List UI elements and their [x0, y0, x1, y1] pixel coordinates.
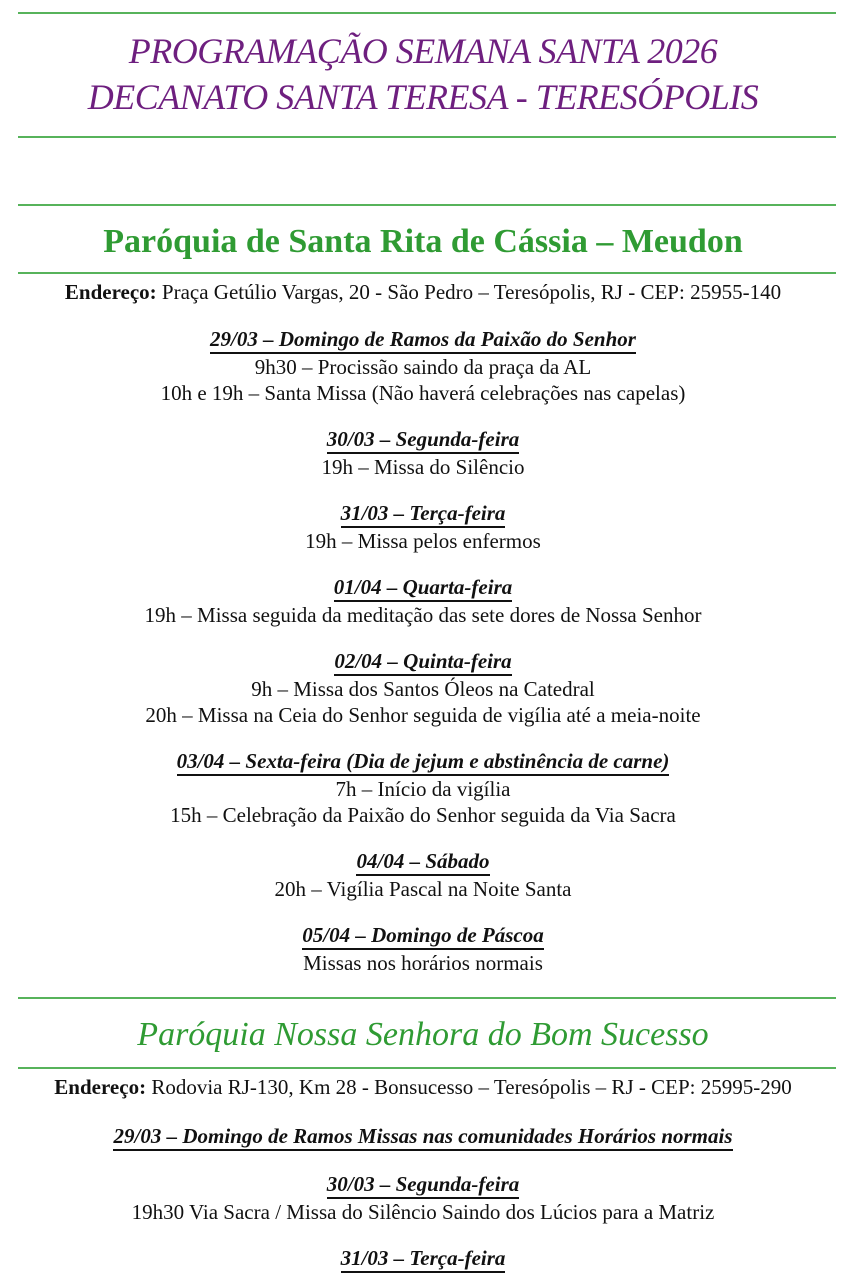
- page-title-line2: DECANATO SANTA TERESA - TERESÓPOLIS: [87, 77, 759, 117]
- event-heading: 02/04 – Quinta-feira: [334, 649, 511, 676]
- section-heading: Paróquia de Santa Rita de Cássia – Meudon: [103, 223, 743, 260]
- event-heading: 31/03 – Terça-feira: [341, 501, 506, 528]
- event-heading: 30/03 – Segunda-feira: [327, 1172, 520, 1199]
- event-line: Missas nos horários normais: [303, 951, 543, 975]
- event-heading: 30/03 – Segunda-feira: [327, 427, 520, 454]
- event-line: 20h – Vigília Pascal na Noite Santa: [274, 877, 572, 901]
- events-list: [0, 327, 846, 976]
- event-block: [0, 1246, 846, 1273]
- address-value: Rodovia RJ-130, Km 28 - Bonsucesso – Teresópolis – RJ - CEP: 25995-290: [151, 1075, 792, 1099]
- event-block: [0, 923, 846, 976]
- page-title: [30, 28, 816, 120]
- event-line: 19h – Missa seguida da meditação das sete dores de Nossa Senhor: [144, 603, 702, 627]
- divider-line: [18, 12, 836, 14]
- section-heading: Paróquia Nossa Senhora do Bom Sucesso: [137, 1016, 709, 1053]
- divider-line: [18, 136, 836, 138]
- divider-line: [18, 204, 836, 206]
- address-label: Endereço:: [64, 280, 157, 304]
- section-bom-sucesso: [0, 1015, 846, 1273]
- event-block: [0, 575, 846, 628]
- divider-line: [18, 272, 836, 274]
- event-line: 7h – Início da vigília: [335, 777, 511, 801]
- address: [20, 1075, 826, 1100]
- event-heading: 01/04 – Quarta-feira: [334, 575, 513, 602]
- event-line: 19h – Missa pelos enfermos: [305, 529, 541, 553]
- event-heading: 31/03 – Terça-feira: [341, 1246, 506, 1273]
- event-heading: 04/04 – Sábado: [356, 849, 489, 876]
- address: [20, 280, 826, 305]
- event-line: 20h – Missa na Ceia do Senhor seguida de vigília até a meia-noite: [145, 703, 701, 727]
- event-line: 10h e 19h – Santa Missa (Não haverá celebrações nas capelas): [160, 381, 686, 405]
- page-title-line1: PROGRAMAÇÃO SEMANA SANTA 2026: [128, 31, 718, 71]
- divider-line: [18, 997, 836, 999]
- address-value: Praça Getúlio Vargas, 20 - São Pedro – Teresópolis, RJ - CEP: 25955-140: [161, 280, 782, 304]
- event-block: [0, 1172, 846, 1225]
- event-block: [0, 1124, 846, 1151]
- event-block: [0, 501, 846, 554]
- event-line: 19h – Missa do Silêncio: [321, 455, 525, 479]
- document-page: [0, 12, 846, 1270]
- event-block: [0, 327, 846, 406]
- event-block: [0, 427, 846, 480]
- event-line: 15h – Celebração da Paixão do Senhor seguida da Via Sacra: [170, 803, 676, 827]
- event-heading: 03/04 – Sexta-feira (Dia de jejum e abstinência de carne): [177, 749, 670, 776]
- event-heading: 29/03 – Domingo de Ramos da Paixão do Senhor: [210, 327, 636, 354]
- event-line: 9h30 – Procissão saindo da praça da AL: [254, 355, 592, 379]
- event-block: [0, 649, 846, 728]
- event-line: 9h – Missa dos Santos Óleos na Catedral: [251, 677, 595, 701]
- event-line: 19h30 Via Sacra / Missa do Silêncio Saindo dos Lúcios para a Matriz: [131, 1200, 715, 1224]
- divider-line: [18, 1067, 836, 1069]
- event-heading: 29/03 – Domingo de Ramos Missas nas comunidades Horários normais: [113, 1124, 732, 1151]
- section-santa-rita: [0, 222, 846, 976]
- event-heading: 05/04 – Domingo de Páscoa: [302, 923, 544, 950]
- event-block: [0, 749, 846, 828]
- event-block: [0, 849, 846, 902]
- events-list: [0, 1124, 846, 1273]
- address-label: Endereço:: [54, 1075, 147, 1099]
